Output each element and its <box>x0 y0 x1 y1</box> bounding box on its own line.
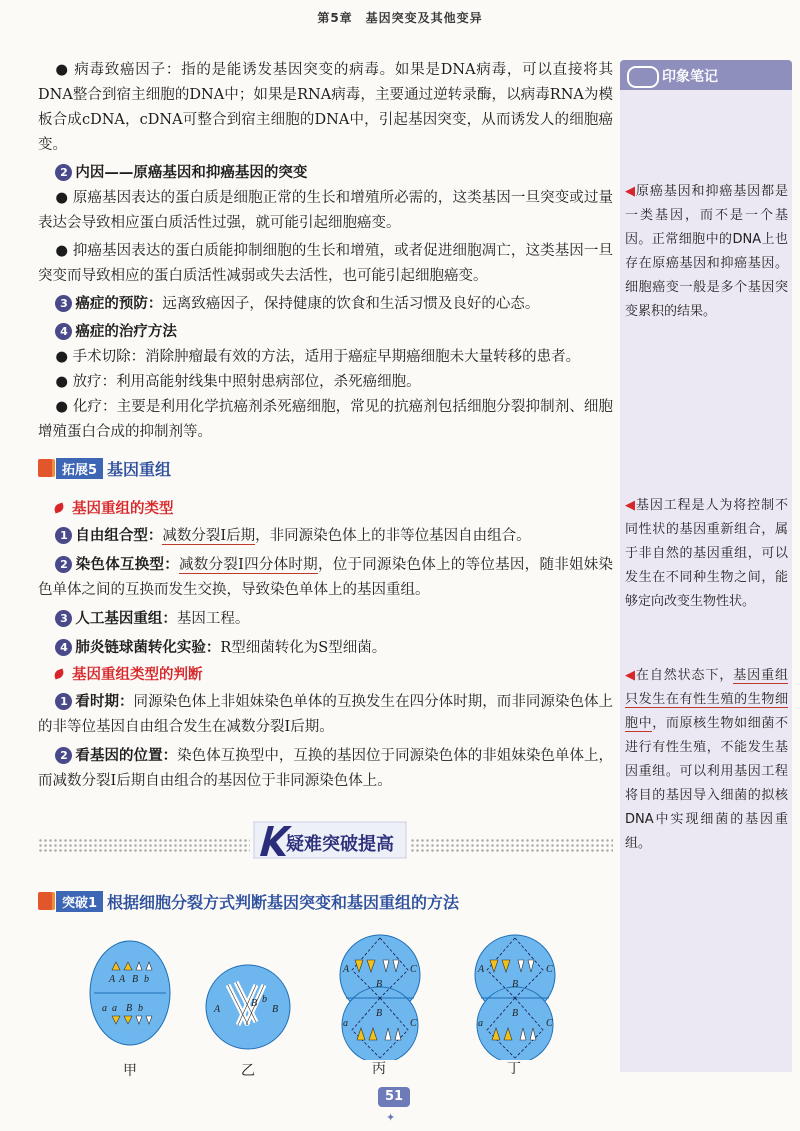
bold-title: 人工基因重组： <box>75 611 177 627</box>
gene-label: A <box>343 964 350 975</box>
number-badge: 3 <box>55 295 72 312</box>
leaf-icon <box>53 668 65 679</box>
number-badge: 2 <box>55 556 72 573</box>
para-text: ，非同源染色体上的非等位基因自由组合。 <box>255 528 531 544</box>
section-title: 根据细胞分裂方式判断基因突变和基因重组的方法 <box>107 892 460 912</box>
para-text: 基因工程。 <box>176 611 250 627</box>
heading-internal-cause <box>38 161 613 186</box>
dotted-divider-right <box>410 838 613 852</box>
cell-yi <box>206 965 290 1049</box>
sidebar-note-3 <box>625 664 788 856</box>
subheading-text: 基因重组的类型 <box>72 501 174 517</box>
subheading-text: 基因重组类型的判断 <box>72 667 203 683</box>
difficulty-title: 疑难突破提高 <box>286 834 394 855</box>
para-surgery: ● 手术切除：消除肿瘤最有效的方法，适用于癌症早期癌细胞未大量转移的患者。 <box>55 349 581 365</box>
sidebar-note-1-text: 原癌基因和抑癌基因都是一类基因，而不是一个基因。正常细胞中的DNA上也存在原癌基因和抑癌基因。细胞癌变一般是多个基因突变累积的结果。 <box>625 184 788 319</box>
gene-label: b <box>138 1003 143 1014</box>
section-extension-5 <box>38 457 613 479</box>
gene-label: A <box>478 964 485 975</box>
bold-title: 看基因的位置： <box>75 748 178 764</box>
number-badge: 4 <box>55 323 72 340</box>
para-text: 远离致癌因子，保持健康的饮食和生活习惯及良好的心态。 <box>162 296 540 312</box>
bold-title: 看时期： <box>75 694 134 710</box>
caption-ding: 丁 <box>507 1061 521 1077</box>
bold-title: 癌症的预防： <box>75 296 163 312</box>
book-icon <box>38 459 52 477</box>
item-look-period <box>38 690 613 740</box>
sidebar-note-2 <box>625 494 788 614</box>
number-badge: 2 <box>55 164 72 181</box>
sidebar-note-2-text: 基因工程是人为将控制不同性状的基因重新组合，属于非自然的基因重组，可以发生在不同种生物之间，能够定向改变生物性状。 <box>625 498 788 609</box>
notes-deco-icon <box>627 66 659 88</box>
caption-bing: 丙 <box>372 1061 386 1077</box>
item-transformation <box>38 636 613 661</box>
number-badge: 3 <box>55 610 72 627</box>
gene-label: B <box>132 974 139 985</box>
heading-text: 内因——原癌基因和抑癌基因的突变 <box>75 165 308 181</box>
bold-title: 自由组合型： <box>75 528 163 544</box>
gene-label: B <box>251 998 258 1009</box>
para-text: R型细菌转化为S型细菌。 <box>220 640 387 656</box>
section-tag: 突破1 <box>56 891 103 912</box>
item-look-position <box>38 744 613 794</box>
number-badge: 1 <box>55 693 72 710</box>
bold-title: 肺炎链球菌转化实验： <box>75 640 221 656</box>
number-badge: 1 <box>55 527 72 544</box>
item-free-combination <box>38 524 613 549</box>
leaf-icon <box>53 502 65 513</box>
gene-label: b <box>144 974 149 985</box>
main-column <box>38 58 613 794</box>
section-breakthrough-1 <box>38 890 459 912</box>
caption-jia: 甲 <box>123 1063 137 1079</box>
notes-sidebar-title: 印象笔记 <box>662 69 718 85</box>
gene-label: A <box>214 1004 221 1015</box>
sidebar-note-3-text-b: ，而原核生物如细菌不进行有性生殖，不能发生基因重组。可以利用基因工程将目的基因导入细菌的拟核DNA中实现细菌的基因重组。 <box>625 716 788 851</box>
gene-label: C <box>546 964 553 975</box>
gene-label: B <box>272 1004 279 1015</box>
para-protooncogene: ● 原癌基因表达的蛋白质是细胞正常的生长和增殖所必需的，这类基因一旦突变或过量表达会导致相应蛋白质活性过强，就可能引起细胞癌变。 <box>38 190 613 231</box>
heading-treatment <box>38 320 613 345</box>
para-virus: ● 病毒致癌因子：指的是能诱发基因突变的病毒。如果是DNA病毒，可以直接将其DNA整合到宿主细胞的DNA中；如果是RNA病毒，主要通过逆转录酶，以病毒RNA为模板合成cDNA，cDNA可整合到宿主细胞的DNA中，引起基因突变，从而诱发人的细胞癌变。 <box>38 62 613 153</box>
gene-label: C <box>546 1018 553 1029</box>
para-text: ，位于同源染色体上的等位基因，随非姐妹染色单体之间的互换而发生交换，导致染色单体上的基因重组。 <box>38 557 614 598</box>
para-text: 染色体互换型中，互换的基因位于同源染色体的非姐妹染色单体上，而减数分裂Ⅰ后期自由组合的基因位于非同源染色体上。 <box>38 748 614 789</box>
gene-label: B <box>376 979 383 990</box>
cell-division-diagrams <box>80 930 580 1060</box>
gene-label: A <box>109 974 116 985</box>
sidebar-note-3-text-a: 在自然状态下， <box>635 668 734 683</box>
para-suppressor: ● 抑癌基因表达的蛋白质能抑制细胞的生长和增殖，或者促进细胞凋亡，这类基因一旦突变而导致相应的蛋白质活性减弱或失去活性，也可能引起细胞癌变。 <box>38 243 613 284</box>
book-icon <box>38 892 52 910</box>
para-prevention <box>38 292 613 317</box>
gene-label: a <box>478 1018 483 1029</box>
underlined-text: 减数分裂Ⅰ后期 <box>162 528 256 544</box>
gene-label: A <box>119 974 126 985</box>
note-marker-icon: ◀ <box>625 184 636 199</box>
gene-label: C <box>410 1018 417 1029</box>
cell-bing <box>340 935 420 1060</box>
running-header: 第5章 基因突变及其他变异 <box>317 11 483 25</box>
gene-label: b <box>262 994 267 1005</box>
gene-label: a <box>102 1003 107 1014</box>
bird-icon: ✦ <box>386 1111 396 1124</box>
para-text: 同源染色体上非姐妹染色单体的互换发生在四分体时期，而非同源染色体上的非等位基因自由组合发生在减数分裂Ⅰ后期。 <box>38 694 614 735</box>
gene-label: B <box>512 979 519 990</box>
section-title: 基因重组 <box>107 459 172 479</box>
page-number: 51 <box>378 1087 410 1107</box>
subheading-types <box>54 497 613 518</box>
note-marker-icon: ◀ <box>625 498 636 513</box>
section-tag: 拓展5 <box>56 458 103 479</box>
para-chemotherapy: ● 化疗：主要是利用化学抗癌剂杀死癌细胞，常见的抗癌剂包括细胞分裂抑制剂、细胞增殖蛋白合成的抑制剂等。 <box>38 399 613 440</box>
item-crossover <box>38 553 613 603</box>
gene-label: B <box>376 1008 383 1019</box>
item-artificial <box>38 607 613 632</box>
sidebar-note-3-underlined: 基因重组只发生在有性生殖的生物细胞中 <box>625 668 788 731</box>
number-badge: 2 <box>55 747 72 764</box>
underlined-text: 减数分裂Ⅰ四分体时期 <box>179 557 318 573</box>
gene-label: a <box>112 1003 117 1014</box>
heading-text: 癌症的治疗方法 <box>75 324 177 340</box>
subheading-judgement <box>54 663 613 684</box>
cell-jia <box>90 941 170 1045</box>
note-marker-icon: ◀ <box>625 668 636 683</box>
gene-label: C <box>410 964 417 975</box>
dotted-divider-left <box>38 838 250 852</box>
gene-label: B <box>126 1003 133 1014</box>
gene-label: a <box>343 1018 348 1029</box>
sidebar-note-1 <box>625 180 788 324</box>
number-badge: 4 <box>55 639 72 656</box>
para-radiotherapy: ● 放疗：利用高能射线集中照射患病部位，杀死癌细胞。 <box>55 374 421 390</box>
caption-yi: 乙 <box>241 1063 255 1079</box>
gene-label: B <box>512 1008 519 1019</box>
cell-ding <box>475 935 555 1060</box>
bold-title: 染色体互换型： <box>75 557 180 573</box>
